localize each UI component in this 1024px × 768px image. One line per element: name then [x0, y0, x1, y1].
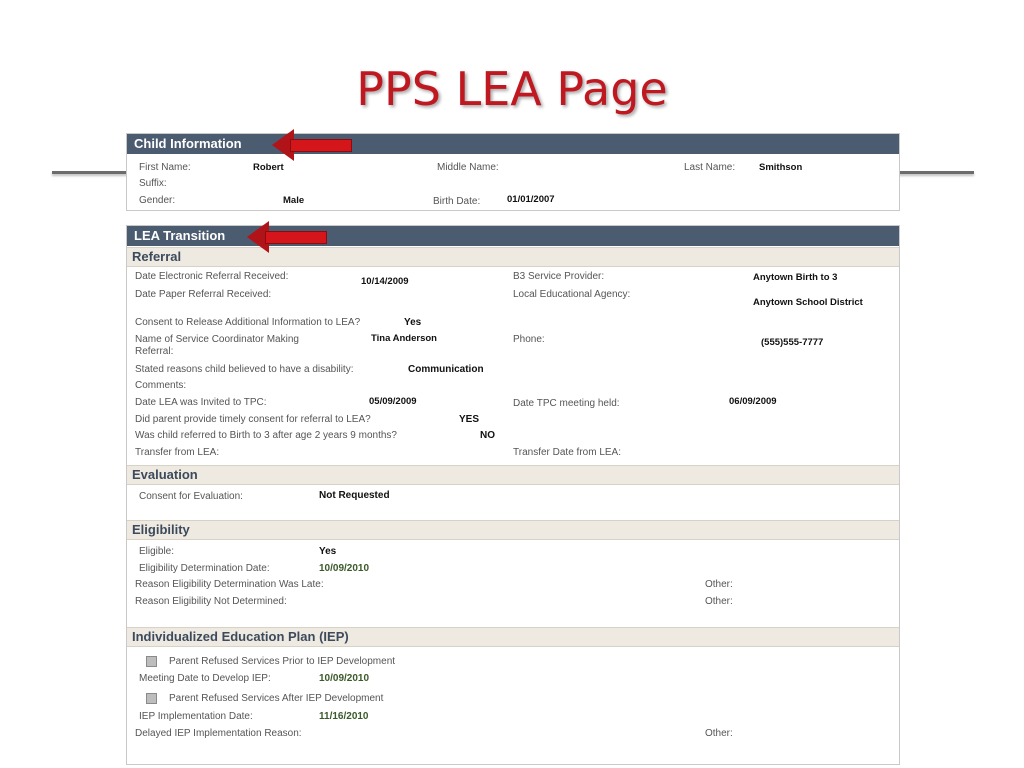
other-label-1: Other: — [705, 579, 733, 590]
stated-reasons-value: Communication — [408, 364, 484, 375]
slide-title: PPS LEA Page — [356, 62, 668, 116]
service-coordinator-label-2: Referral: — [135, 346, 174, 357]
evaluation-section-bar: Evaluation — [127, 465, 899, 485]
meeting-date-label: Meeting Date to Develop IEP: — [139, 673, 271, 684]
eligibility-section-bar: Eligibility — [127, 520, 899, 540]
date-tpc-held-label: Date TPC meeting held: — [513, 398, 620, 409]
eligible-value: Yes — [319, 546, 337, 557]
eligible-label: Eligible: — [139, 546, 175, 557]
service-coordinator-label-1: Name of Service Coordinator Making — [135, 334, 299, 345]
birth-date-value: 01/01/2007 — [507, 194, 555, 205]
determination-late-label: Reason Eligibility Determination Was Late: — [135, 579, 324, 590]
iep-section-bar: Individualized Education Plan (IEP) — [127, 627, 899, 647]
last-name-value: Smithson — [759, 162, 803, 173]
stated-reasons-label: Stated reasons child believed to have a disability: — [135, 364, 354, 375]
red-left-arrow-icon — [247, 230, 327, 245]
decorative-rule-left — [52, 171, 128, 174]
first-name-label: First Name: — [139, 162, 191, 173]
local-educational-agency-label: Local Educational Agency: — [513, 289, 631, 300]
referred-after-age-label: Was child referred to Birth to 3 after age 2 years 9 months? — [135, 430, 397, 441]
meeting-date-value: 10/09/2010 — [319, 673, 370, 684]
refused-after-checkbox[interactable] — [146, 693, 157, 704]
date-lea-invited-label: Date LEA was Invited to TPC: — [135, 397, 267, 408]
phone-label: Phone: — [513, 334, 545, 345]
lea-transition-header: LEA Transition — [127, 226, 899, 246]
consent-evaluation-value: Not Requested — [319, 490, 390, 501]
gender-label: Gender: — [139, 195, 176, 206]
middle-name-label: Middle Name: — [437, 162, 499, 173]
gender-value: Male — [283, 195, 305, 206]
timely-consent-label: Did parent provide timely consent for referral to LEA? — [135, 414, 371, 425]
determination-date-label: Eligibility Determination Date: — [139, 563, 270, 574]
consent-release-label: Consent to Release Additional Information to LEA? — [135, 317, 361, 328]
iep-implementation-value: 11/16/2010 — [319, 711, 369, 722]
determination-date-value: 10/09/2010 — [319, 563, 370, 574]
transfer-from-lea-label: Transfer from LEA: — [135, 447, 220, 458]
local-educational-agency-value: Anytown School District — [753, 297, 863, 308]
service-coordinator-value: Tina Anderson — [371, 333, 437, 344]
not-determined-label: Reason Eligibility Not Determined: — [135, 596, 287, 607]
other-label-2: Other: — [705, 596, 733, 607]
suffix-label: Suffix: — [139, 178, 167, 189]
timely-consent-value: YES — [459, 414, 480, 425]
transfer-date-label: Transfer Date from LEA: — [513, 447, 621, 458]
first-name-value: Robert — [253, 162, 284, 173]
other-label-3: Other: — [705, 728, 733, 739]
child-information-header: Child Information — [127, 134, 899, 154]
lea-transition-panel — [126, 225, 900, 765]
phone-value: (555)555-7777 — [761, 337, 824, 348]
referred-after-age-value: NO — [480, 430, 495, 441]
consent-release-value: Yes — [404, 317, 422, 328]
iep-implementation-label: IEP Implementation Date: — [139, 711, 253, 722]
consent-evaluation-label: Consent for Evaluation: — [139, 491, 243, 502]
comments-label: Comments: — [135, 380, 187, 391]
refused-prior-checkbox[interactable] — [146, 656, 157, 667]
red-left-arrow-icon — [272, 138, 352, 153]
date-paper-referral-label: Date Paper Referral Received: — [135, 289, 272, 300]
refused-after-label: Parent Refused Services After IEP Development — [169, 693, 384, 704]
date-lea-invited-value: 05/09/2009 — [369, 396, 417, 407]
b3-service-provider-label: B3 Service Provider: — [513, 271, 605, 282]
b3-service-provider-value: Anytown Birth to 3 — [753, 272, 838, 283]
referral-section-bar: Referral — [127, 247, 899, 267]
date-electronic-referral-label: Date Electronic Referral Received: — [135, 271, 289, 282]
refused-prior-label: Parent Refused Services Prior to IEP Development — [169, 656, 396, 667]
delayed-reason-label: Delayed IEP Implementation Reason: — [135, 728, 302, 739]
last-name-label: Last Name: — [684, 162, 736, 173]
child-information-panel — [126, 133, 900, 211]
date-tpc-held-value: 06/09/2009 — [729, 396, 777, 407]
birth-date-label: Birth Date: — [433, 196, 481, 207]
decorative-rule-right — [898, 171, 974, 174]
date-electronic-referral-value: 10/14/2009 — [361, 276, 409, 287]
